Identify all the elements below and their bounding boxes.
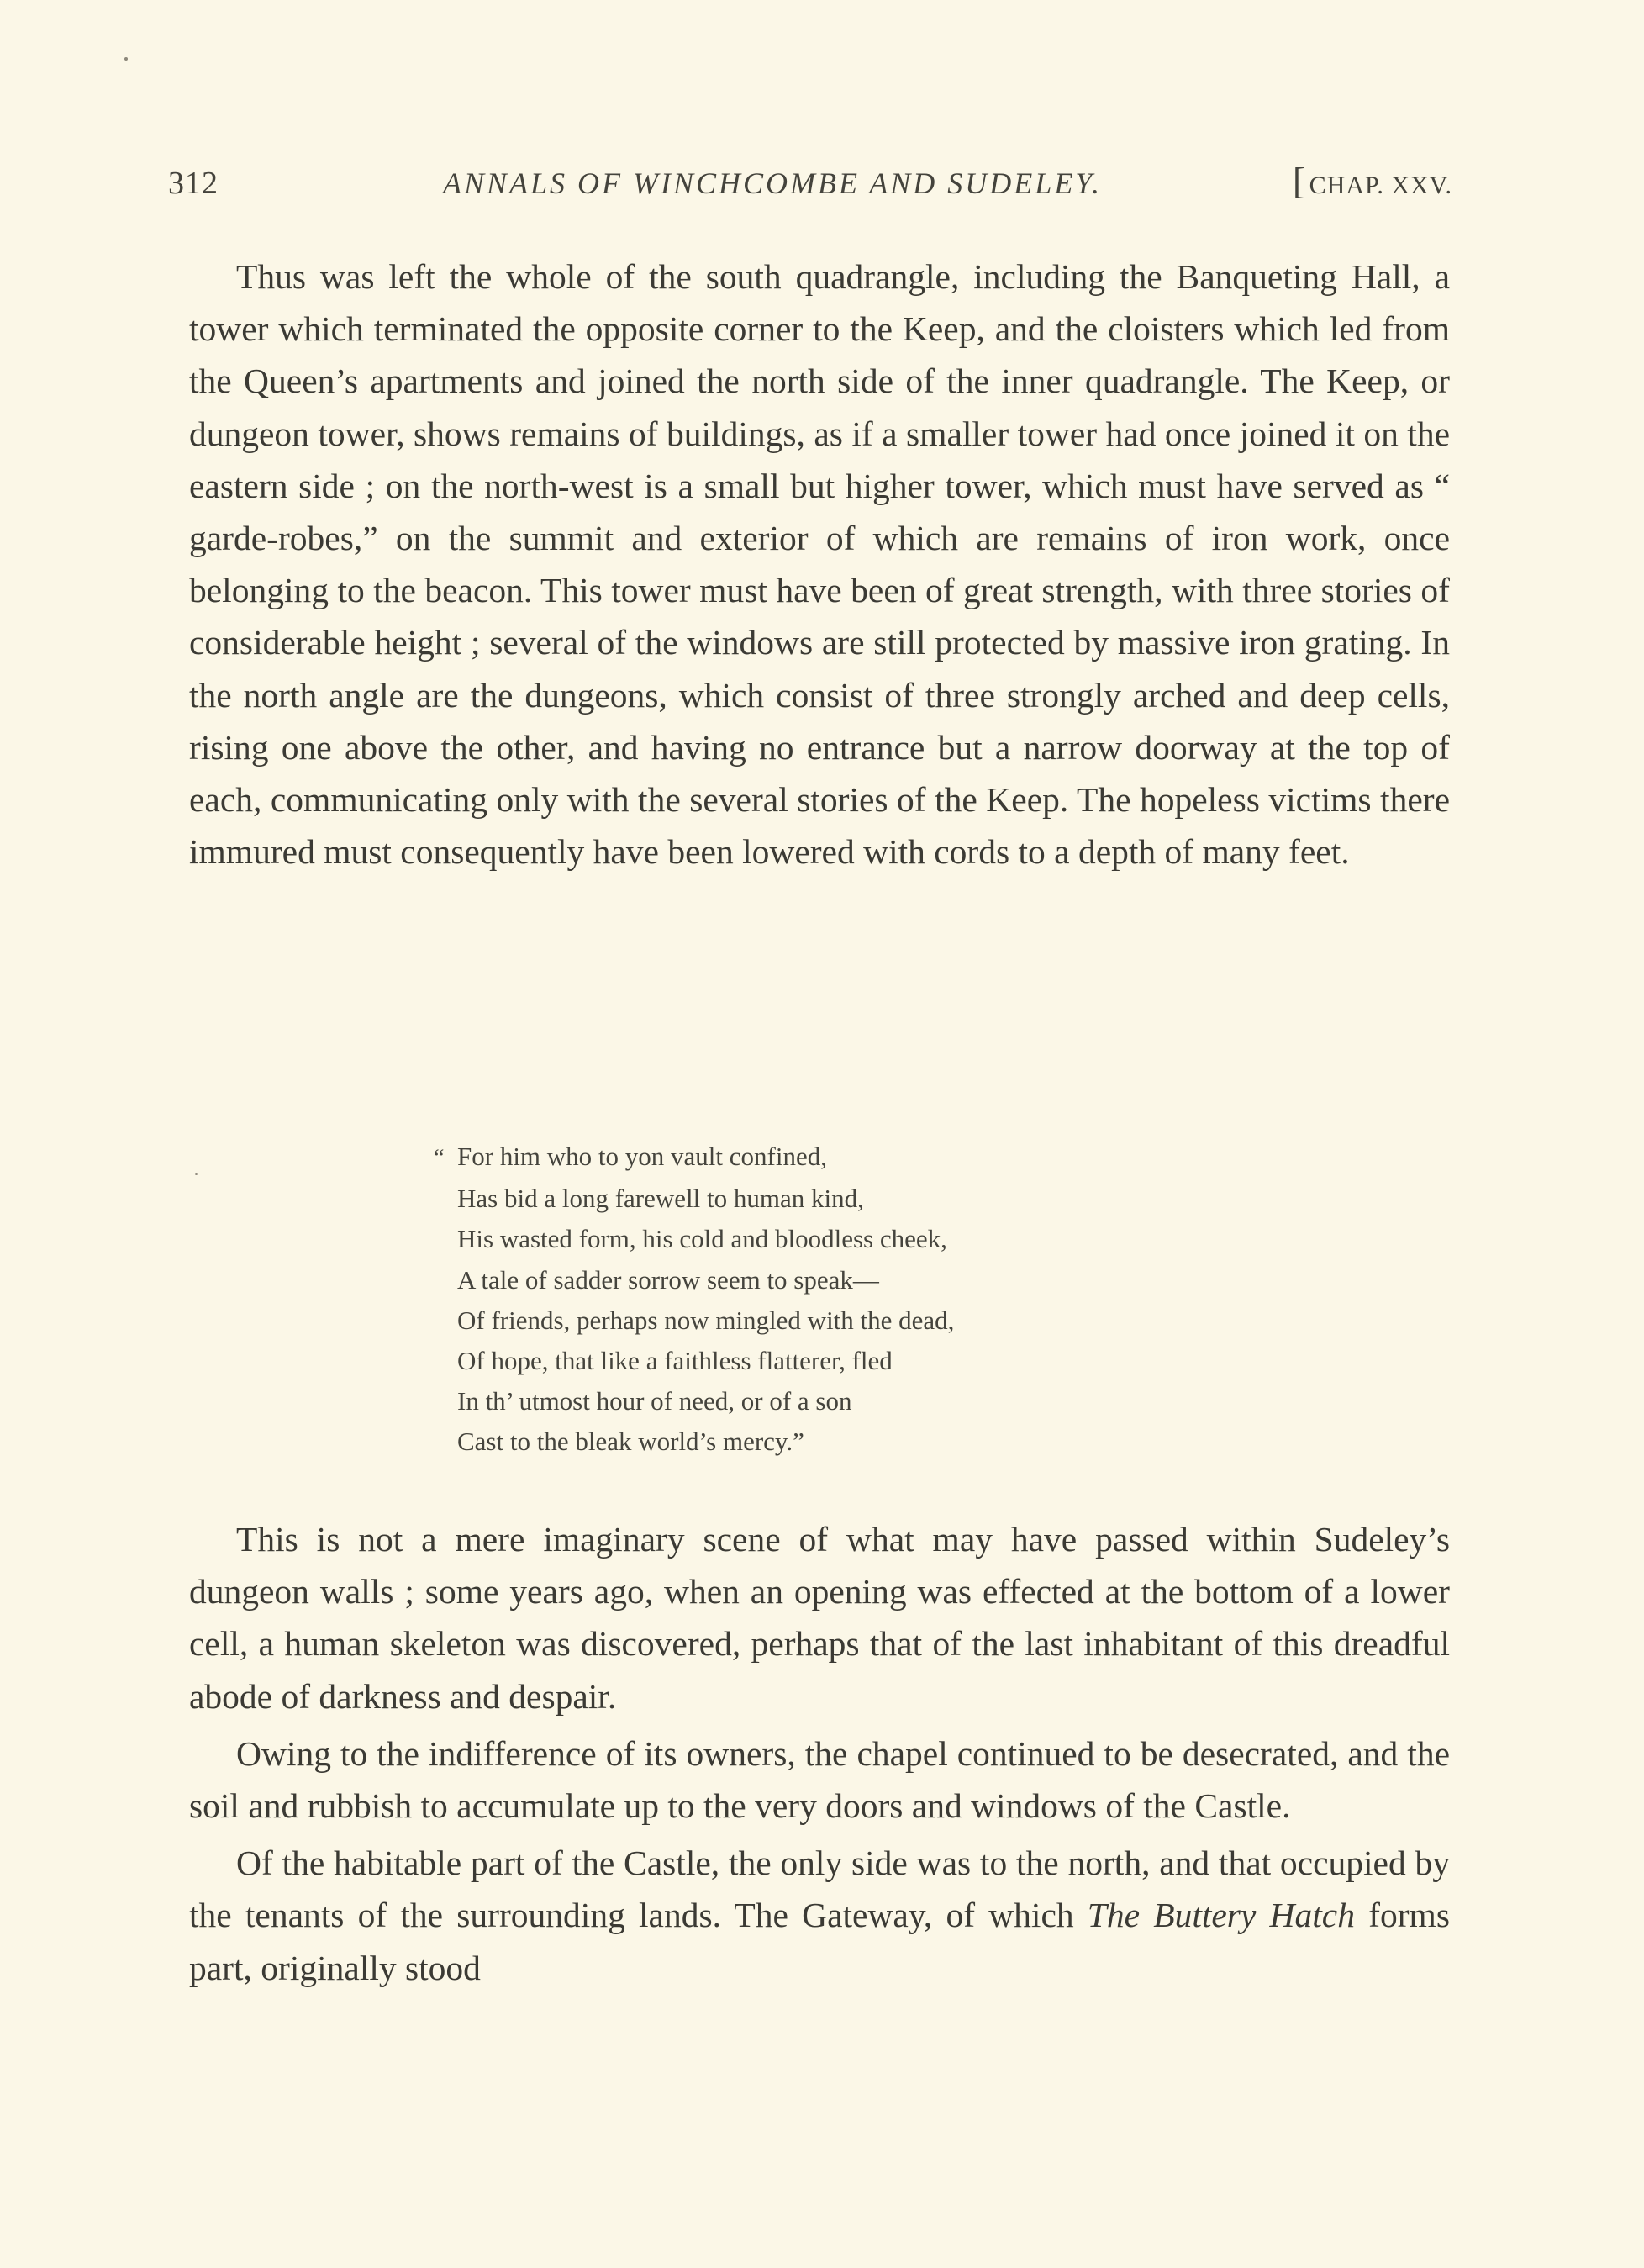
- paragraph-keep-and-dungeons: Thus was left the whole of the south quadrangle, including the Banqueting Hall, a tower which terminated the opposite corner to the Keep, and the cloisters which led from the Queen’s apartments and joined the north side of the inner quadrangle. The Keep, or dungeon tower, shows remains of buildings, as if a smaller tower had once joined it on the eastern side ; on the north-west is a small but higher tower, which must have served as “ garde-robes,” on the summit and exterior of which are remains of iron work, once belonging to the beacon. This tower must have been of great strength, with three stories of considerable height ; several of the windows are still protected by massive iron grating. In the north angle are the dungeons, which consist of three strongly arched and deep cells, rising one above the other, and having no entrance but a narrow doorway at the top of each, communicating only with the several stories of the Keep. The hopeless victims there immured must consequently have been lowered with cords to a depth of many feet.: [189, 257, 1450, 872]
- paper-speck: [124, 57, 128, 61]
- chapter-label: CHAP. XXV.: [1309, 171, 1452, 199]
- running-head: [168, 160, 1452, 202]
- paragraph-skeleton-discovery: This is not a mere imaginary scene of what may have passed within Sudeley’s dungeon walls ; some years ago, when an opening was effected at the bottom of a lower cell, a human skeleton was discovered, perhaps that of the last inhabitant of this dreadful abode of darkness and despair.: [189, 1520, 1450, 1716]
- chapter-bracket: [: [1293, 161, 1306, 202]
- body-text-top: [189, 251, 1450, 878]
- poem-line: His wasted form, his cold and bloodless cheek,: [457, 1224, 947, 1254]
- poem-line: “ For him who to yon vault confined,: [434, 1137, 1190, 1179]
- running-title: ANNALS OF WINCHCOMBE AND SUDELEY.: [442, 166, 1103, 200]
- body-text-bottom: [189, 1513, 1450, 1994]
- page-number: 312: [168, 166, 219, 201]
- paragraph-habitable-part: Of the habitable part of the Castle, the only side was to the north, and that occupied by the tenants of the surrounding lands. The Gateway, of which The Buttery Hatch forms part, originally stood: [189, 1843, 1450, 1987]
- italic-title-buttery-hatch: The Buttery Hatch: [1087, 1896, 1355, 1935]
- poem-line: Of hope, that like a faithless flatterer, fled: [457, 1346, 893, 1376]
- open-quote-mark: “: [434, 1145, 445, 1171]
- poem-line: A tale of sadder sorrow seem to speak—: [457, 1264, 879, 1295]
- poem-line: In th’ utmost hour of need, or of a son: [457, 1386, 852, 1416]
- poem-line: Cast to the bleak world’s mercy.”: [457, 1427, 804, 1457]
- poem-line: Has bid a long farewell to human kind,: [457, 1184, 864, 1214]
- paper-speck: [195, 1173, 198, 1175]
- paragraph-chapel-desecrated: Owing to the indifference of its owners, the chapel continued to be desecrated, and the soil and rubbish to accumulate up to the very doors and windows of the Castle.: [189, 1733, 1450, 1826]
- poem-line: Of friends, perhaps now mingled with the dead,: [457, 1305, 955, 1335]
- chapter-reference: [1293, 160, 1452, 203]
- poem-quotation: [434, 1137, 1190, 1463]
